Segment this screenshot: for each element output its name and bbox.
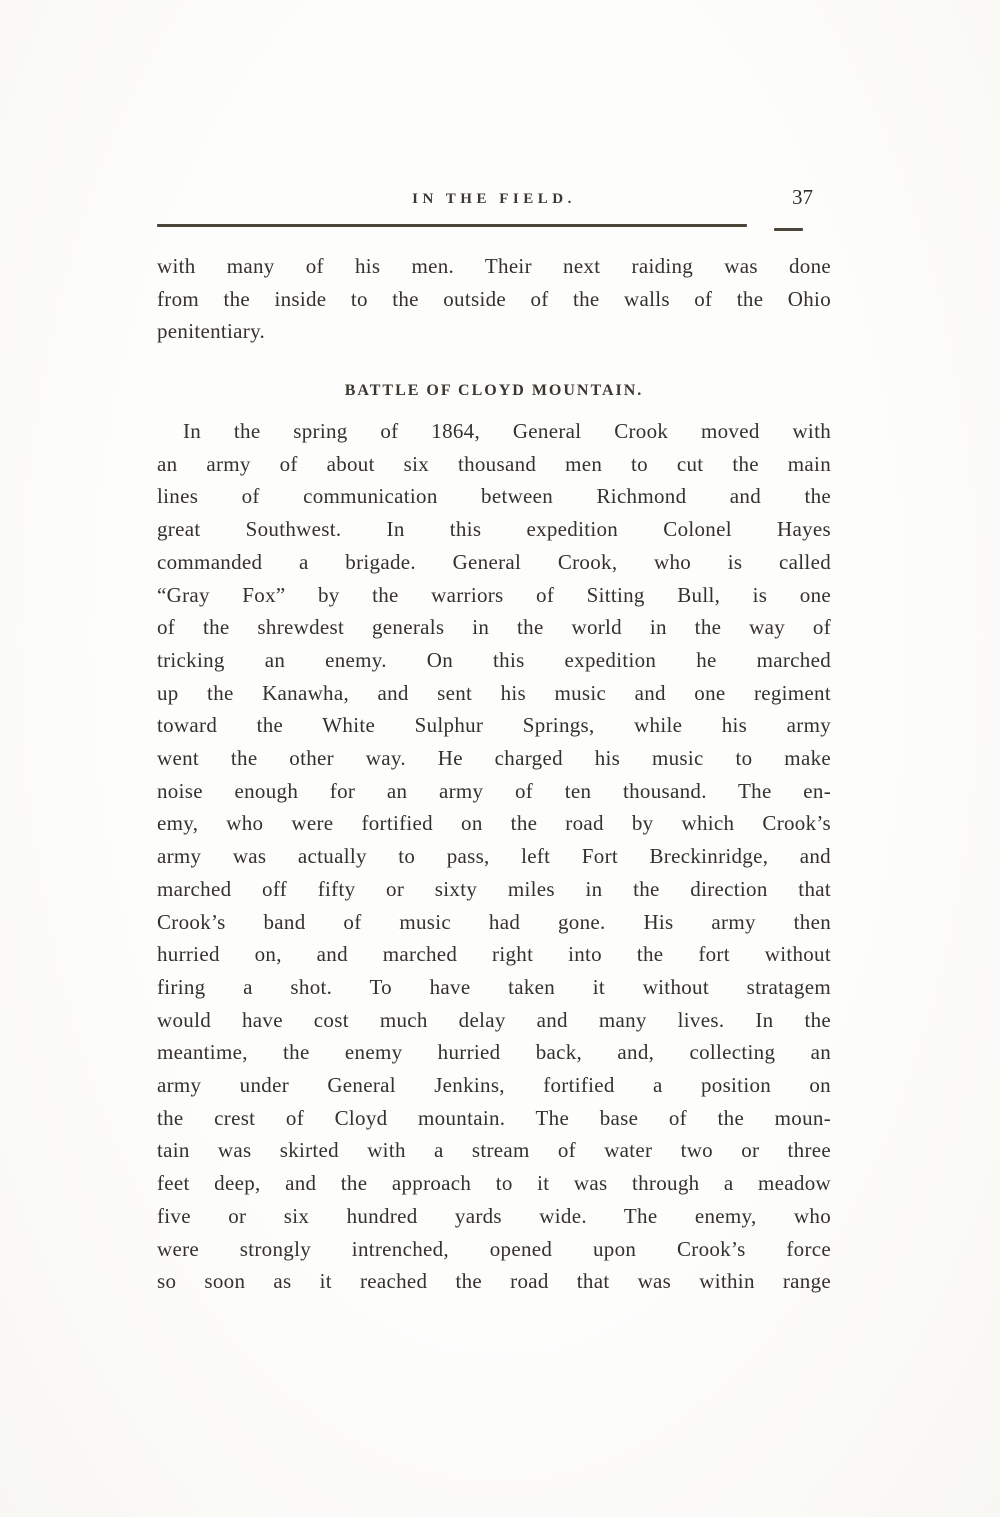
text-line: firing a shot. To have taken it without stratagem [157,974,831,999]
text-line: the crest of Cloyd mountain. The base of the moun- [157,1105,831,1130]
text-line: Crook’s band of music had gone. His army then [157,909,831,934]
page-number: 37 [792,185,813,209]
text-line: lines of communication between Richmond and the [157,484,831,509]
text-line: feet deep, and the approach to it was through a meadow [157,1171,831,1196]
text-line: meantime, the enemy hurried back, and, collecting an [157,1040,831,1065]
text-line: went the other way. He charged his music to make [157,746,831,771]
text-line: tricking an enemy. On this expedition he marched [157,647,831,672]
text-line: with many of his men. Their next raiding was done [157,254,831,278]
text-line: so soon as it reached the road that was within range [157,1269,831,1294]
text-line: army was actually to pass, left Fort Breckinridge, and [157,844,831,869]
text-line: noise enough for an army of ten thousand. The en- [157,778,831,803]
text-line: emy, who were fortified on the road by which Crook’s [157,811,831,836]
text-line: “Gray Fox” by the warriors of Sitting Bull, is one [157,582,831,607]
body-paragraph [157,415,831,1298]
text-line: were strongly intrenched, opened upon Crook’s force [157,1236,831,1261]
section-heading: BATTLE OF CLOYD MOUNTAIN. [344,382,644,399]
text-line: from the inside to the outside of the walls of the Ohio [157,286,831,311]
running-title: IN THE FIELD. [412,191,576,207]
text-line: an army of about six thousand men to cut the main [157,451,831,476]
header-rule-dash [774,228,803,231]
text-line: tain was skirted with a stream of water two or three [157,1138,831,1163]
text-line: great Southwest. In this expedition Colonel Hayes [157,517,831,542]
text-line: five or six hundred yards wide. The enemy, who [157,1203,831,1228]
text-line: marched off fifty or sixty miles in the direction that [157,876,831,901]
continuation-paragraph [157,250,831,348]
text-line: would have cost much delay and many lives. In the [157,1007,831,1032]
text-line: of the shrewdest generals in the world in the way of [157,615,831,640]
text-line: In the spring of 1864, General Crook moved with [183,419,831,443]
text-line: up the Kanawha, and sent his music and one regiment [157,680,831,705]
text-line: hurried on, and marched right into the fort without [157,942,831,967]
header-rule [157,224,747,227]
text-line: toward the White Sulphur Springs, while his army [157,713,831,738]
running-header [157,186,831,212]
text-line: army under General Jenkins, fortified a position on [157,1073,831,1098]
text-line: penitentiary. [157,319,266,344]
text-line: commanded a brigade. General Crook, who is called [157,549,831,574]
